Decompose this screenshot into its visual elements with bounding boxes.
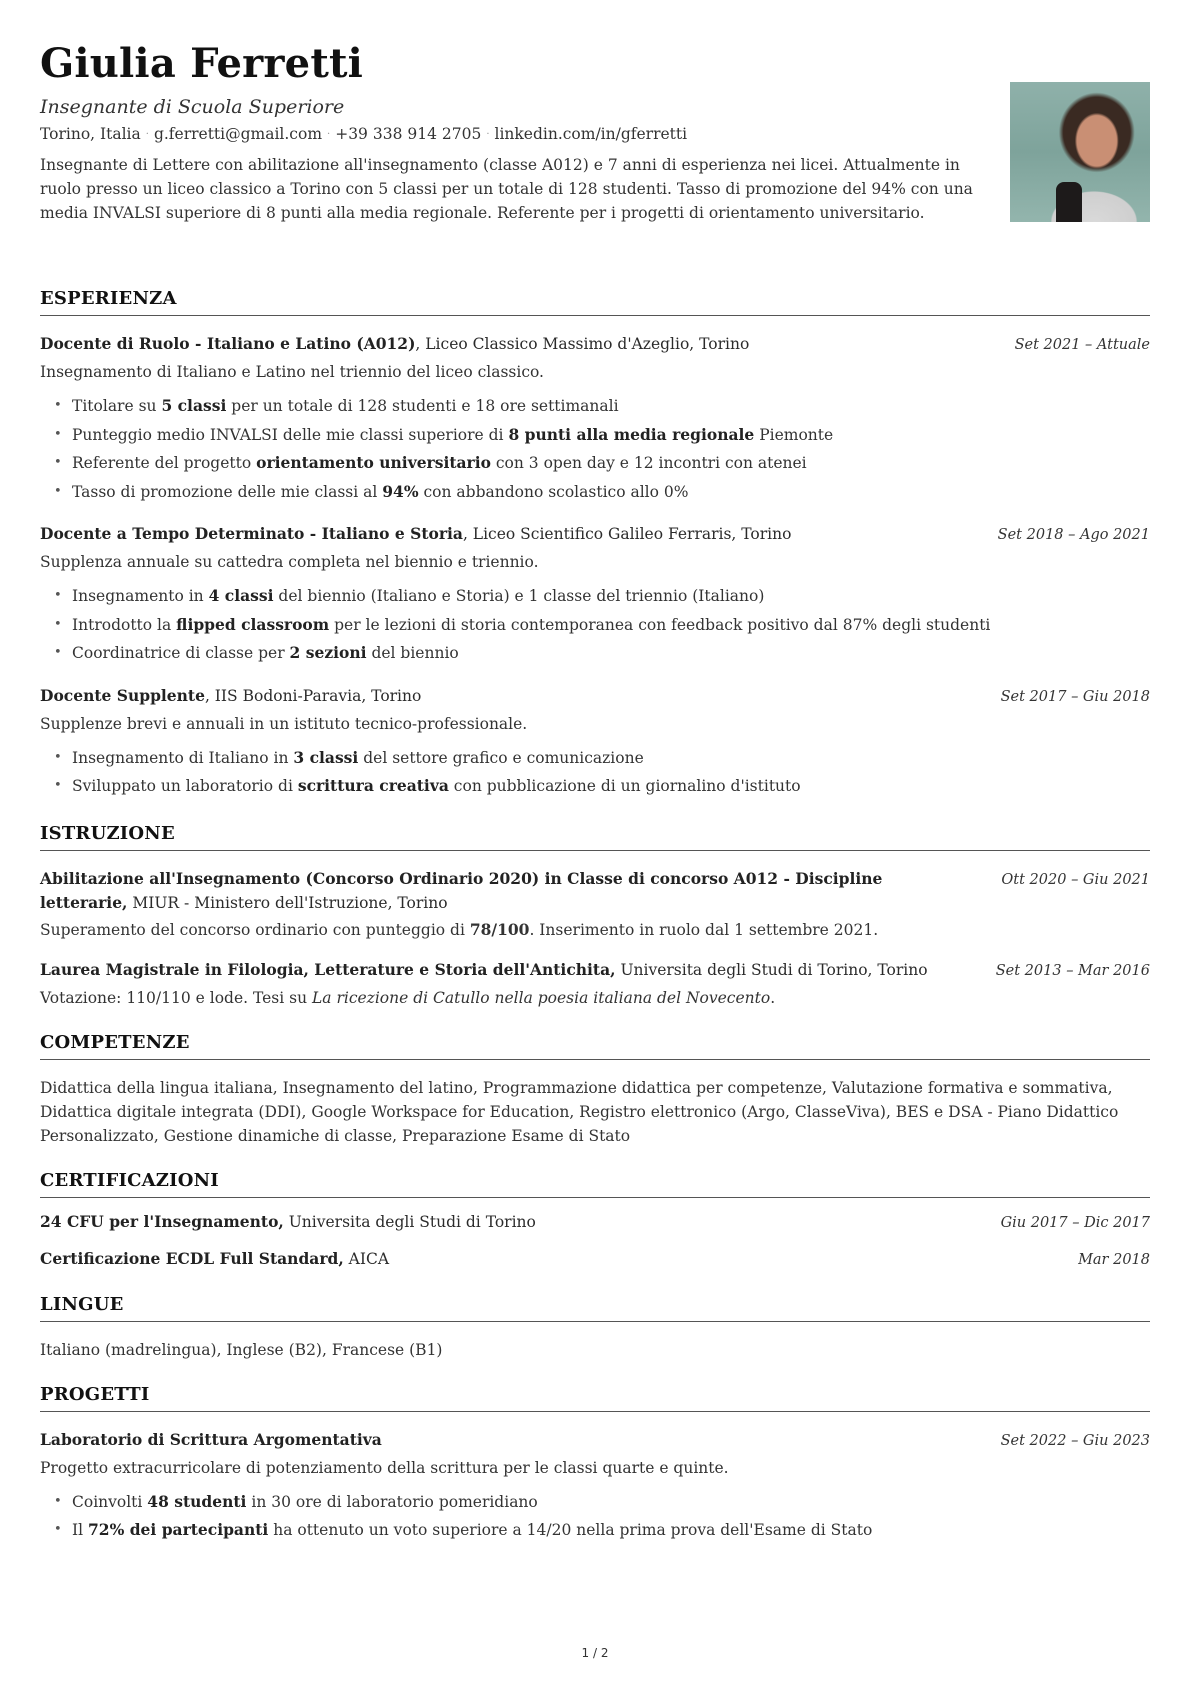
bullet-item: • Insegnamento in 4 classi del biennio (Italiano e Storia) e 1 classe del triennio (Italiano): [54, 582, 1150, 611]
section-title-skills: COMPETENZE: [40, 1032, 1150, 1060]
job-date: Set 2018 – Ago 2021: [997, 527, 1150, 543]
degree-description: Superamento del concorso ordinario con punteggio di 78/100. Inserimento in ruolo dal 1 settembre 2021.: [40, 919, 879, 939]
section-title-projects: PROGETTI: [40, 1384, 1150, 1412]
job-title: Docente di Ruolo - Italiano e Latino (A012): [40, 334, 416, 353]
section-experience: [40, 288, 1150, 801]
job-bullets: [54, 744, 1150, 801]
job-description: Supplenze brevi e annuali in un istituto tecnico-professionale.: [40, 714, 528, 733]
contact-linkedin[interactable]: linkedin.com/in/gferretti: [494, 125, 688, 143]
job-org: , IIS Bodoni-Paravia, Torino: [204, 686, 422, 705]
degree-title: Abilitazione all'Insegnamento (Concorso Ordinario 2020) in Classe di concorso A012 - Discipline letterarie,: [40, 868, 883, 912]
contact-line: [40, 122, 1150, 147]
education-entry: [40, 867, 1150, 942]
skills-list: Didattica della lingua italiana, Insegnamento del latino, Programmazione didattica per competenze, Valutazione formativa e sommativa, Didattica digitale integrata (DDI), Google Workspace for Education, Registro elettronico (Argo, ClasseViva), BES e DSA - Piano Didattico Personalizzato, Gestione dinamiche di classe, Preparazione Esame di Stato: [40, 1078, 1119, 1145]
section-title-experience: ESPERIENZA: [40, 288, 1150, 316]
bullet-item: • Referente del progetto orientamento universitario con 3 open day e 12 incontri con atenei: [54, 449, 1150, 478]
section-title-languages: LINGUE: [40, 1294, 1150, 1322]
job-bullets: [54, 392, 1150, 506]
bullet-item: • Titolare su 5 classi per un totale di 128 studenti e 18 ore settimanali: [54, 392, 1150, 421]
certification-entry: [40, 1210, 1150, 1235]
project-description: Progetto extracurricolare di potenziamento della scrittura per le classi quarte e quinte.: [40, 1458, 729, 1477]
certification-entry: [40, 1247, 1150, 1272]
job-bullets: [54, 582, 1150, 668]
bullet-item: • Insegnamento di Italiano in 3 classi del settore grafico e comunicazione: [54, 744, 1150, 773]
contact-phone[interactable]: +39 338 914 2705: [335, 125, 482, 143]
page-number: 1 / 2: [581, 1646, 609, 1660]
degree-date: Ott 2020 – Giu 2021: [1001, 871, 1150, 888]
job-date: Set 2017 – Giu 2018: [1000, 688, 1150, 705]
certification-name: Certificazione ECDL Full Standard,: [40, 1248, 344, 1268]
experience-entry: [40, 332, 1150, 506]
education-entry: [40, 958, 1150, 1010]
bullet-item: • Introdotto la flipped classroom per le lezioni di storia contemporanea con feedback positivo dal 87% degli studenti: [54, 611, 1150, 640]
resume-page: [40, 40, 1150, 1545]
bullet-item: • Coinvolti 48 studenti in 30 ore di laboratorio pomeridiano: [54, 1488, 1150, 1517]
bullet-item: • Coordinatrice di classe per 2 sezioni del biennio: [54, 639, 1150, 668]
project-bullets: [54, 1488, 1150, 1545]
photo-shirt-shape: [1056, 182, 1082, 222]
section-languages: [40, 1294, 1150, 1362]
degree-date: Set 2013 – Mar 2016: [995, 962, 1150, 979]
bullet-item: • Il 72% dei partecipanti ha ottenuto un voto superiore a 14/20 nella prima prova dell'Esame di Stato: [54, 1516, 1150, 1545]
experience-entry: [40, 684, 1150, 801]
separator-dot: ·: [486, 129, 490, 140]
certification-date: Mar 2018: [1078, 1251, 1150, 1268]
candidate-role: Insegnante di Scuola Superiore: [40, 96, 345, 118]
certification-date: Giu 2017 – Dic 2017: [1000, 1214, 1150, 1231]
job-title: Docente Supplente: [40, 685, 205, 705]
project-date: Set 2022 – Giu 2023: [1000, 1432, 1150, 1449]
section-education: [40, 823, 1150, 1010]
languages-list: Italiano (madrelingua), Inglese (B2), Francese (B1): [40, 1340, 443, 1359]
experience-entry: [40, 522, 1150, 668]
certification-name: 24 CFU per l'Insegnamento,: [40, 1211, 284, 1231]
certification-org: AICA: [343, 1249, 390, 1268]
separator-dot: ·: [327, 129, 331, 140]
bullet-item: • Tasso di promozione delle mie classi al 94% con abbandono scolastico allo 0%: [54, 478, 1150, 507]
section-certifications: [40, 1170, 1150, 1272]
section-skills: [40, 1032, 1150, 1148]
job-date: Set 2021 – Attuale: [1014, 337, 1150, 353]
resume-header: [40, 40, 1150, 266]
project-entry: [40, 1428, 1150, 1545]
contact-email[interactable]: g.ferretti@gmail.com: [153, 125, 323, 143]
contact-location: Torino, Italia: [40, 125, 141, 143]
section-title-certifications: CERTIFICAZIONI: [40, 1170, 1150, 1198]
job-description: Supplenza annuale su cattedra completa nel biennio e triennio.: [40, 553, 539, 571]
degree-description: Votazione: 110/110 e lode. Tesi su La ricezione di Catullo nella poesia italiana del Novecento.: [40, 988, 776, 1007]
bullet-item: • Punteggio medio INVALSI delle mie classi superiore di 8 punti alla media regionale Piemonte: [54, 421, 1150, 450]
job-title: Docente a Tempo Determinato - Italiano e Storia: [40, 524, 463, 543]
candidate-name: Giulia Ferretti: [40, 40, 364, 87]
degree-org: MIUR - Ministero dell'Istruzione, Torino: [127, 893, 448, 912]
profile-photo: [1010, 82, 1150, 222]
section-title-education: ISTRUZIONE: [40, 823, 1150, 851]
job-org: , Liceo Classico Massimo d'Azeglio, Torino: [415, 335, 750, 353]
degree-title: Laurea Magistrale in Filologia, Letterature e Storia dell'Antichita,: [40, 959, 616, 979]
section-projects: [40, 1384, 1150, 1545]
certification-org: Universita degli Studi di Torino: [283, 1212, 536, 1231]
profile-summary: Insegnante di Lettere con abilitazione all'insegnamento (classe A012) e 7 anni di esperienza nei licei. Attualmente in ruolo presso un liceo classico a Torino con 5 classi per un totale di 128 studenti. Tasso di promozione del 94% con una media INVALSI superiore di 8 punti alla media regionale. Referente per i progetti di orientamento universitario.: [40, 156, 973, 222]
job-org: , Liceo Scientifico Galileo Ferraris, Torino: [462, 525, 792, 543]
project-name: Laboratorio di Scrittura Argomentativa: [40, 1429, 382, 1449]
degree-org: Universita degli Studi di Torino, Torino: [615, 960, 928, 979]
separator-dot: ·: [145, 129, 149, 140]
job-description: Insegnamento di Italiano e Latino nel triennio del liceo classico.: [40, 363, 544, 381]
bullet-item: • Sviluppato un laboratorio di scrittura creativa con pubblicazione di un giornalino d'istituto: [54, 772, 1150, 801]
